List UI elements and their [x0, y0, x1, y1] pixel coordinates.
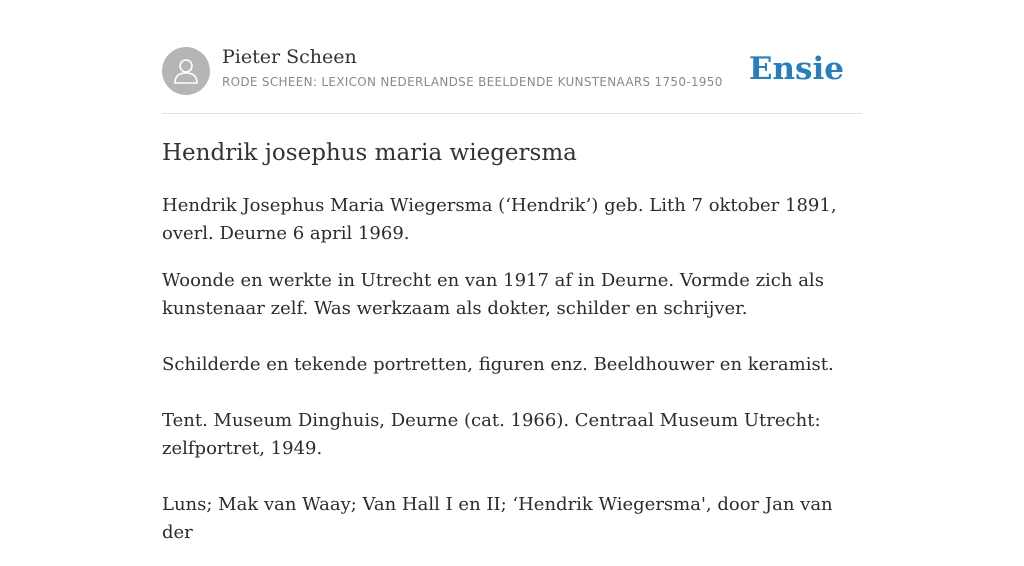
- paragraph: Schilderde en tekende portretten, figuren enz. Beeldhouwer en keramist.: [162, 354, 834, 375]
- paragraph: Luns; Mak van Waay; Van Hall I en II; ‘Hendrik Wiegersma', door Jan van der: [162, 494, 833, 543]
- brand-logo[interactable]: Ensie: [748, 51, 844, 87]
- paragraph: Tent. Museum Dinghuis, Deurne (cat. 1966). Centraal Museum Utrecht: zelfportret, 1949.: [162, 410, 821, 459]
- user-icon: [171, 56, 201, 86]
- article-header: [162, 46, 862, 96]
- divider: [162, 113, 862, 114]
- author-name[interactable]: Pieter Scheen: [222, 46, 357, 68]
- source-title[interactable]: RODE SCHEEN: LEXICON NEDERLANDSE BEELDENDE KUNSTENAARS 1750-1950: [222, 75, 723, 89]
- paragraph: Hendrik Josephus Maria Wiegersma (‘Hendrik’) geb. Lith 7 oktober 1891, overl. Deurne 6 april 1969.: [162, 195, 837, 244]
- article-body: [162, 136, 862, 566]
- paragraph: Woonde en werkte in Utrecht en van 1917 af in Deurne. Vormde zich als kunstenaar zelf. Was werkzaam als dokter, schilder en schrijver.: [162, 270, 824, 319]
- article-title: Hendrik josephus maria wiegersma: [162, 140, 577, 166]
- avatar[interactable]: [162, 47, 210, 95]
